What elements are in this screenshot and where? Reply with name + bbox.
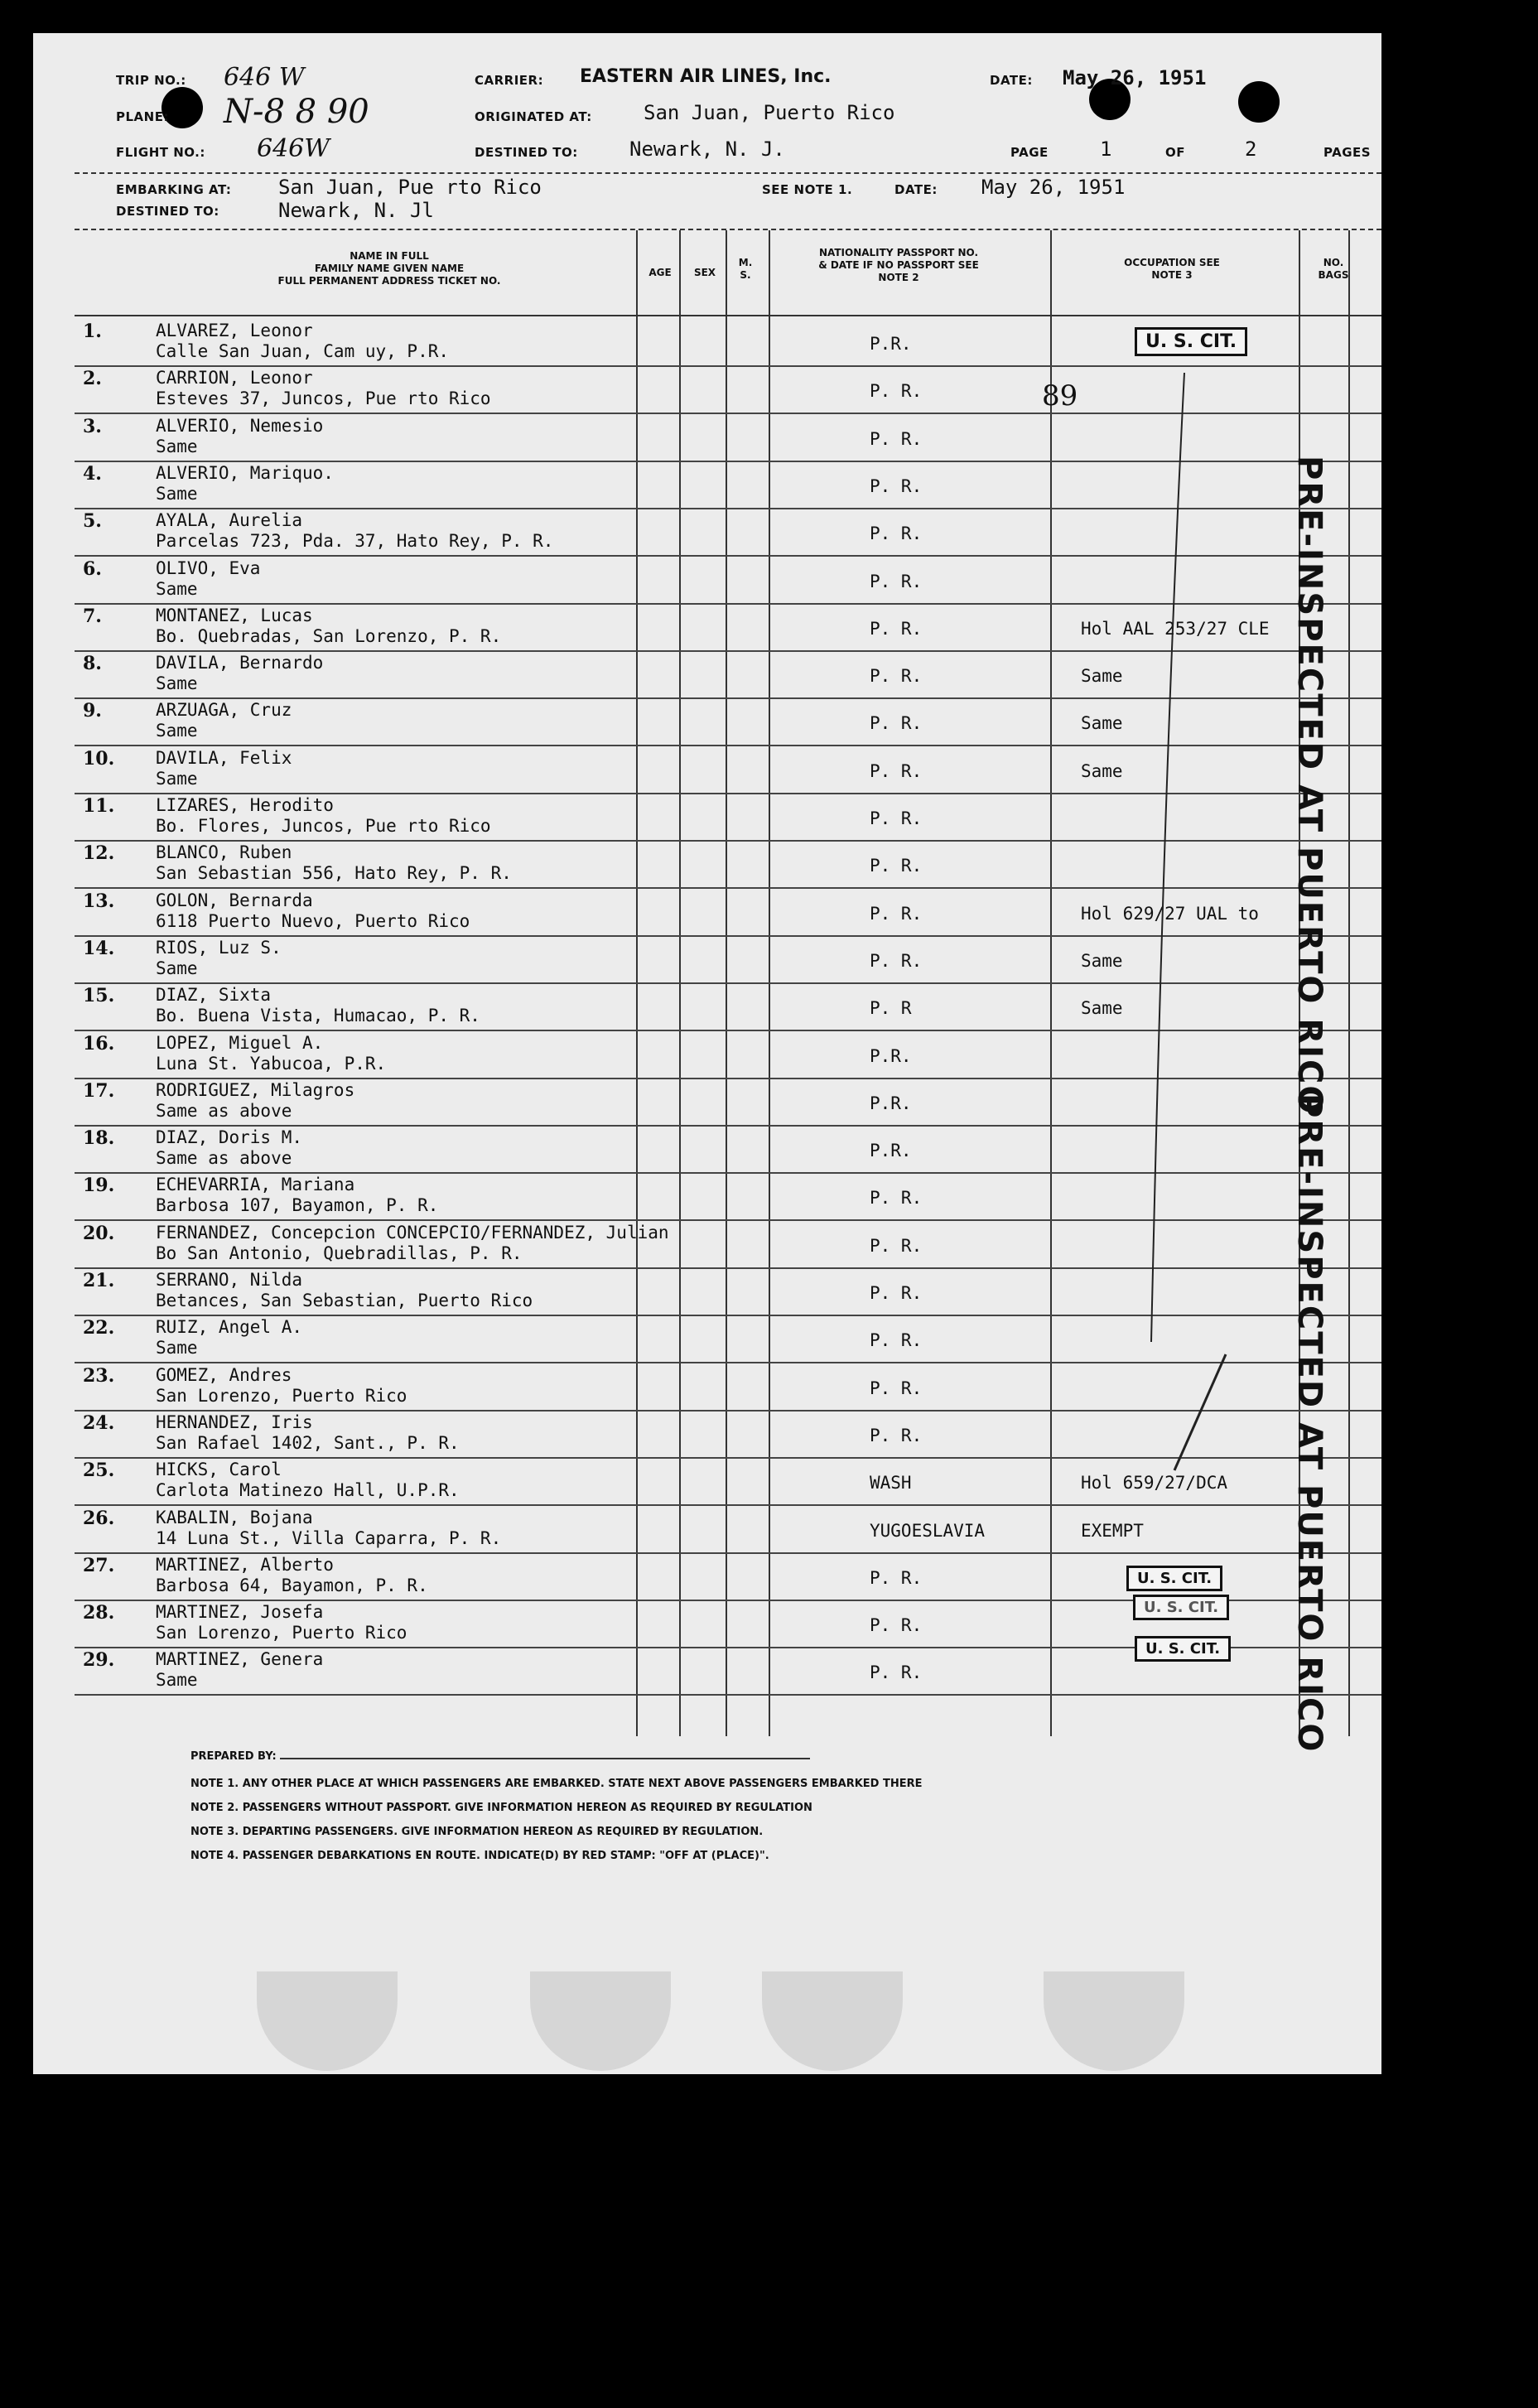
plane-value: N-8 8 90 bbox=[224, 93, 369, 131]
passenger-address: 14 Luna St., Villa Caparra, P. R. bbox=[156, 1527, 502, 1548]
flight-value: 646W bbox=[257, 134, 330, 163]
passenger-nationality: P. R. bbox=[870, 1662, 923, 1683]
row-number: 8. bbox=[83, 653, 102, 675]
passenger-name: AYALA, Aurelia bbox=[156, 510, 303, 531]
passenger-name: MARTINEZ, Genera bbox=[156, 1649, 324, 1670]
passenger-name: ALVAREZ, Leonor bbox=[156, 321, 313, 340]
passenger-address: Calle San Juan, Cam uy, P.R. bbox=[156, 341, 450, 361]
passenger-name: CARRION, Leonor bbox=[156, 368, 313, 388]
row-number: 19. bbox=[83, 1175, 115, 1197]
row-number: 5. bbox=[83, 510, 102, 533]
check-marks bbox=[33, 33, 1381, 2074]
date-value: May 26, 1951 bbox=[1063, 66, 1207, 89]
embarking-value: San Juan, Pue rto Rico bbox=[278, 176, 542, 199]
passenger-address: San Lorenzo, Puerto Rico bbox=[156, 1385, 407, 1406]
passenger-nationality: P. R. bbox=[870, 1615, 923, 1636]
note-4: NOTE 4. PASSENGER DEBARKATIONS EN ROUTE. INDICATE(D) BY RED STAMP: "OFF AT (PLACE)". bbox=[190, 1850, 769, 1862]
row-number: 14. bbox=[83, 937, 115, 959]
passenger-occupation: Same bbox=[1081, 998, 1123, 1019]
passenger-name: ECHEVARRIA, Mariana bbox=[156, 1175, 355, 1195]
passenger-address: Same bbox=[156, 721, 198, 741]
row-number: 15. bbox=[83, 985, 115, 1007]
passenger-nationality: P. R. bbox=[870, 524, 923, 544]
passenger-address: Same bbox=[156, 958, 198, 978]
of-label: OF bbox=[1165, 145, 1185, 160]
passenger-address: Barbosa 64, Bayamon, P. R. bbox=[156, 1575, 428, 1595]
us-cit-stamp: U. S. CIT. bbox=[1133, 1595, 1229, 1620]
page-value: 1 bbox=[1100, 138, 1112, 161]
passenger-address: Same as above bbox=[156, 1100, 292, 1121]
prepared-by-label: PREPARED BY: bbox=[190, 1750, 277, 1763]
passenger-name: ALVERIO, Nemesio bbox=[156, 415, 324, 436]
destined2-value: Newark, N. Jl bbox=[278, 199, 434, 222]
row-number: 29. bbox=[83, 1649, 115, 1672]
us-cit-stamp: U. S. CIT. bbox=[1135, 1636, 1231, 1662]
passenger-name: ARZUAGA, Cruz bbox=[156, 700, 292, 721]
trip-value: 646 W bbox=[224, 63, 305, 92]
row-number: 18. bbox=[83, 1127, 115, 1150]
col-bags-header: NO. BAGS bbox=[1318, 257, 1349, 281]
note-2: NOTE 2. PASSENGERS WITHOUT PASSPORT. GIVE INFORMATION HEREON AS REQUIRED BY REGULATION bbox=[190, 1802, 812, 1814]
row-number: 20. bbox=[83, 1222, 115, 1244]
manifest-sheet bbox=[33, 33, 1381, 2074]
row-number: 4. bbox=[83, 462, 102, 485]
passenger-nationality: P. R. bbox=[870, 1235, 923, 1256]
passenger-nationality: P.R. bbox=[870, 1045, 912, 1066]
margin-number: 89 bbox=[1042, 379, 1078, 413]
passenger-occupation: Same bbox=[1081, 760, 1123, 781]
row-number: 6. bbox=[83, 557, 102, 580]
row-number: 26. bbox=[83, 1507, 115, 1529]
passenger-address: Barbosa 107, Bayamon, P. R. bbox=[156, 1195, 439, 1216]
originated-value: San Juan, Puerto Rico bbox=[644, 101, 895, 124]
date2-label: DATE: bbox=[894, 182, 938, 197]
row-number: 25. bbox=[83, 1460, 115, 1482]
passenger-name: BLANCO, Ruben bbox=[156, 842, 292, 863]
note-1: NOTE 1. ANY OTHER PLACE AT WHICH PASSENGERS ARE EMBARKED. STATE NEXT ABOVE PASSENGERS EMBARKED THERE bbox=[190, 1778, 923, 1790]
passenger-occupation: EXEMPT bbox=[1081, 1520, 1144, 1541]
passenger-occupation: Hol 629/27 UAL to bbox=[1081, 903, 1259, 924]
row-number: 23. bbox=[83, 1364, 115, 1387]
row-number: 3. bbox=[83, 415, 102, 437]
passenger-address: Bo San Antonio, Quebradillas, P. R. bbox=[156, 1243, 523, 1263]
pen-slash bbox=[1174, 1354, 1226, 1470]
passenger-nationality: P. R. bbox=[870, 381, 923, 402]
passenger-nationality: P.R. bbox=[870, 1093, 912, 1113]
row-number: 10. bbox=[83, 747, 115, 770]
passenger-name: MONTANEZ, Lucas bbox=[156, 605, 313, 625]
passenger-nationality: P. R. bbox=[870, 571, 923, 591]
row-number: 22. bbox=[83, 1317, 115, 1339]
row-number: 17. bbox=[83, 1079, 115, 1102]
destined-label: DESTINED TO: bbox=[475, 145, 578, 160]
us-cit-stamp: U. S. CIT. bbox=[1126, 1566, 1222, 1591]
col-occupation-header: OCCUPATION SEE NOTE 3 bbox=[1124, 257, 1220, 281]
passenger-address: Same bbox=[156, 578, 198, 599]
passenger-nationality: P. R. bbox=[870, 666, 923, 687]
embarking-label: EMBARKING AT: bbox=[116, 182, 232, 197]
passenger-name: OLIVO, Eva bbox=[156, 557, 261, 578]
row-number: 27. bbox=[83, 1554, 115, 1576]
passenger-address: Carlota Matinezo Hall, U.P.R. bbox=[156, 1480, 460, 1501]
passenger-nationality: P. R. bbox=[870, 1567, 923, 1588]
passenger-address: Bo. Flores, Juncos, Pue rto Rico bbox=[156, 816, 491, 836]
us-cit-stamp: U. S. CIT. bbox=[1135, 327, 1247, 356]
passenger-nationality: P. R. bbox=[870, 856, 923, 876]
row-number: 21. bbox=[83, 1270, 115, 1291]
passenger-occupation: Hol AAL 253/27 CLE bbox=[1081, 618, 1270, 639]
preinspected-stamp: PRE-INSPECTED AT PUERTO RICO bbox=[1290, 1093, 1328, 1754]
passenger-name: FERNANDEZ, Concepcion CONCEPCIO/FERNANDEZ, Julian bbox=[156, 1222, 669, 1243]
prepared-by bbox=[190, 1750, 810, 1763]
passenger-name: HICKS, Carol bbox=[156, 1460, 282, 1480]
passenger-address: Luna St. Yabucoa, P.R. bbox=[156, 1053, 387, 1074]
passenger-address: Same bbox=[156, 673, 198, 694]
passenger-occupation: Same bbox=[1081, 950, 1123, 971]
passenger-nationality: WASH bbox=[870, 1473, 912, 1494]
carrier-value: EASTERN AIR LINES, Inc. bbox=[580, 66, 832, 87]
passenger-name: MARTINEZ, Alberto bbox=[156, 1554, 334, 1575]
passenger-address: Same bbox=[156, 436, 198, 456]
passenger-nationality: P. R. bbox=[870, 950, 923, 971]
passenger-address: Bo. Buena Vista, Humacao, P. R. bbox=[156, 1006, 480, 1026]
passenger-name: HERNANDEZ, Iris bbox=[156, 1412, 313, 1432]
originated-label: ORIGINATED AT: bbox=[475, 109, 592, 124]
passenger-name: DIAZ, Sixta bbox=[156, 985, 272, 1006]
passenger-address: Esteves 37, Juncos, Pue rto Rico bbox=[156, 388, 491, 409]
passenger-occupation: Hol 659/27/DCA bbox=[1081, 1473, 1228, 1494]
row-number: 24. bbox=[83, 1412, 115, 1434]
of-value: 2 bbox=[1245, 138, 1257, 161]
page-label: PAGE bbox=[1010, 145, 1049, 160]
passenger-nationality: P. R. bbox=[870, 475, 923, 496]
passenger-nationality: P. R bbox=[870, 998, 912, 1019]
see-note-label: SEE NOTE 1. bbox=[762, 182, 853, 197]
destined-value: Newark, N. J. bbox=[629, 138, 785, 161]
preinspected-stamp: PRE-INSPECTED AT PUERTO RICO bbox=[1290, 456, 1328, 1116]
col-age-header: AGE bbox=[648, 267, 672, 278]
passenger-address: Bo. Quebradas, San Lorenzo, P. R. bbox=[156, 625, 502, 646]
passenger-nationality: P. R. bbox=[870, 428, 923, 449]
passenger-nationality: P. R. bbox=[870, 808, 923, 828]
passenger-address: 6118 Puerto Nuevo, Puerto Rico bbox=[156, 910, 470, 931]
passenger-name: GOLON, Bernarda bbox=[156, 890, 313, 910]
row-number: 11. bbox=[83, 795, 115, 817]
passenger-nationality: P.R. bbox=[870, 1141, 912, 1161]
passenger-address: Parcelas 723, Pda. 37, Hato Rey, P. R. bbox=[156, 531, 554, 552]
passenger-occupation: Same bbox=[1081, 713, 1123, 734]
passenger-name: LIZARES, Herodito bbox=[156, 795, 334, 815]
passenger-nationality: P. R. bbox=[870, 760, 923, 781]
date-label: DATE: bbox=[990, 73, 1033, 88]
passenger-nationality: P.R. bbox=[870, 334, 912, 354]
passenger-nationality: P. R. bbox=[870, 1188, 923, 1209]
trip-label: TRIP NO.: bbox=[116, 73, 186, 88]
passenger-address: San Lorenzo, Puerto Rico bbox=[156, 1623, 407, 1643]
plane-label: PLANE: bbox=[116, 109, 169, 124]
col-sex-header: SEX bbox=[693, 267, 716, 278]
passenger-name: RODRIGUEZ, Milagros bbox=[156, 1079, 355, 1100]
row-number: 9. bbox=[83, 700, 102, 722]
passenger-address: Betances, San Sebastian, Puerto Rico bbox=[156, 1291, 533, 1310]
passenger-address: San Rafael 1402, Sant., P. R. bbox=[156, 1432, 460, 1453]
col-ms-header: M. S. bbox=[738, 257, 753, 281]
passenger-nationality: P. R. bbox=[870, 1425, 923, 1445]
passenger-nationality: P. R. bbox=[870, 903, 923, 924]
passenger-name: KABALIN, Bojana bbox=[156, 1507, 313, 1527]
destined2-label: DESTINED TO: bbox=[116, 204, 219, 219]
passenger-nationality: P. R. bbox=[870, 618, 923, 639]
flight-label: FLIGHT NO.: bbox=[116, 145, 205, 160]
row-number: 12. bbox=[83, 842, 115, 865]
passenger-name: LOPEZ, Miguel A. bbox=[156, 1032, 324, 1053]
date2-value: May 26, 1951 bbox=[981, 176, 1126, 199]
col-name-line1: NAME IN FULL bbox=[350, 250, 429, 262]
passenger-address: Same bbox=[156, 1338, 198, 1358]
passenger-nationality: P. R. bbox=[870, 1378, 923, 1398]
row-number: 16. bbox=[83, 1032, 115, 1054]
passenger-address: Same as above bbox=[156, 1148, 292, 1169]
row-number: 7. bbox=[83, 605, 102, 627]
passenger-name: DIAZ, Doris M. bbox=[156, 1127, 303, 1148]
passenger-name: DAVILA, Bernardo bbox=[156, 653, 324, 673]
note-3: NOTE 3. DEPARTING PASSENGERS. GIVE INFORMATION HEREON AS REQUIRED BY REGULATION. bbox=[190, 1826, 764, 1838]
passenger-address: San Sebastian 556, Hato Rey, P. R. bbox=[156, 863, 512, 884]
passenger-name: SERRANO, Nilda bbox=[156, 1270, 303, 1290]
row-number: 1. bbox=[83, 321, 102, 342]
col-name-line2: FAMILY NAME GIVEN NAME bbox=[314, 263, 465, 274]
col-name-line3: FULL PERMANENT ADDRESS TICKET NO. bbox=[277, 275, 501, 287]
passenger-nationality: YUGOESLAVIA bbox=[870, 1520, 986, 1541]
passenger-name: ALVERIO, Mariquo. bbox=[156, 462, 334, 483]
col-nationality-header: NATIONALITY PASSPORT NO. & DATE IF NO PASSPORT SEE NOTE 2 bbox=[818, 247, 979, 283]
passenger-name: GOMEZ, Andres bbox=[156, 1364, 292, 1385]
passenger-address: Same bbox=[156, 768, 198, 789]
row-number: 2. bbox=[83, 368, 102, 390]
passenger-name: RIOS, Luz S. bbox=[156, 937, 282, 958]
passenger-occupation: Same bbox=[1081, 666, 1123, 687]
passenger-address: Same bbox=[156, 1670, 198, 1691]
pages-label: PAGES bbox=[1323, 145, 1372, 160]
passenger-nationality: P. R. bbox=[870, 713, 923, 734]
passenger-address: Same bbox=[156, 483, 198, 504]
row-number: 13. bbox=[83, 890, 115, 912]
passenger-name: DAVILA, Felix bbox=[156, 747, 292, 768]
passenger-nationality: P. R. bbox=[870, 1330, 923, 1351]
passenger-nationality: P. R. bbox=[870, 1283, 923, 1303]
pen-line bbox=[1151, 373, 1184, 1342]
carrier-label: CARRIER: bbox=[475, 73, 544, 88]
passenger-name: MARTINEZ, Josefa bbox=[156, 1602, 324, 1623]
passenger-name: RUIZ, Angel A. bbox=[156, 1317, 303, 1338]
row-number: 28. bbox=[83, 1602, 115, 1624]
